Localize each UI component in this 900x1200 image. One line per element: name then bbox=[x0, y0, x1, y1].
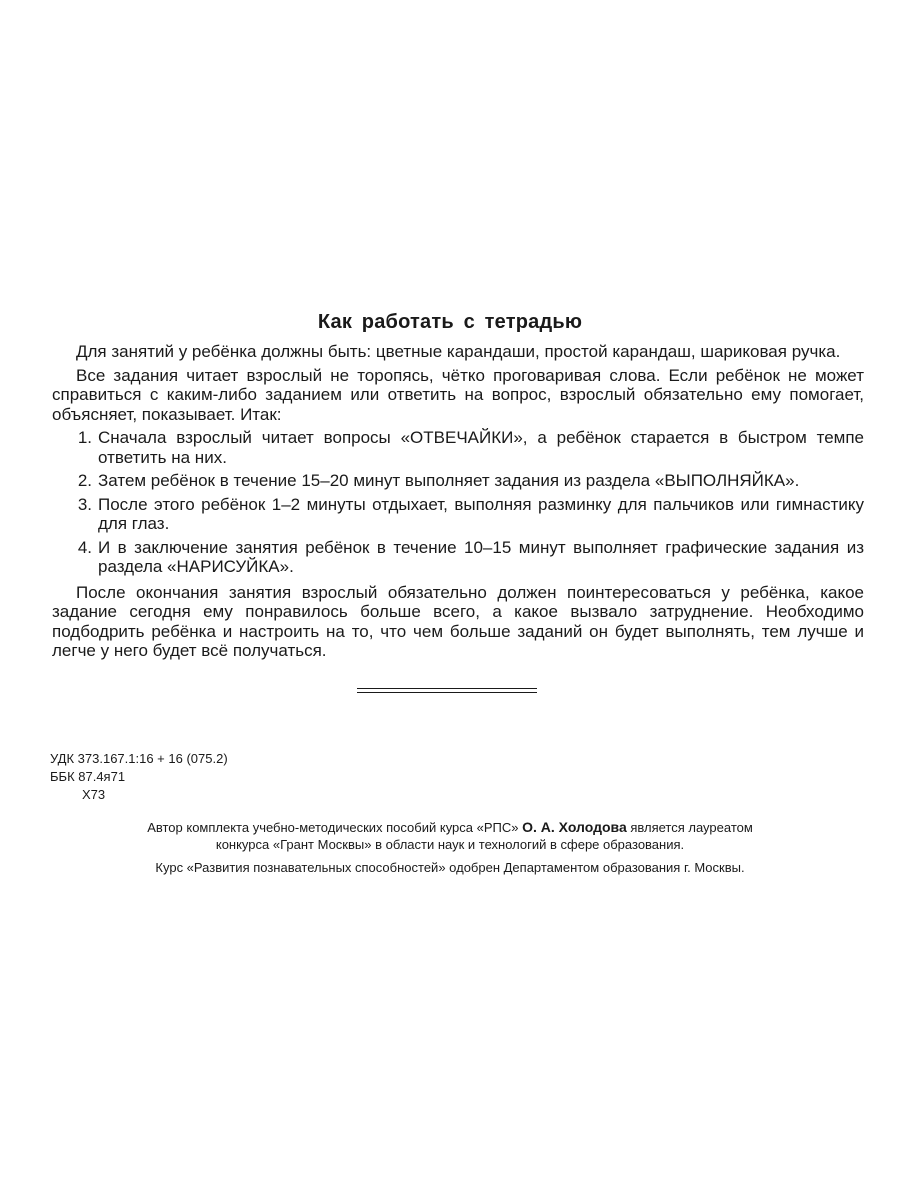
step-text: Сначала взрослый читает вопросы «ОТВЕЧАЙКИ», а ребёнок старается в быстром темпе ответить на них. bbox=[98, 428, 864, 467]
closing-paragraph: После окончания занятия взрослый обязательно должен поинтересоваться у ребёнка, какое задание сегодня ему понравилось больше всего, а какое вызвало затруднение. Необходимо подбодрить ребёнка и настроить на то, что чем больше заданий он будет выполнять, тем лучше и легче у него будет всё получаться. bbox=[52, 582, 864, 660]
step-number: 2. bbox=[77, 471, 92, 490]
step-text: После этого ребёнок 1–2 минуты отдыхает, выполняя разминку для пальчиков или гимнастику для глаз. bbox=[98, 494, 864, 533]
classification-codes bbox=[50, 750, 228, 804]
credits-line-1 bbox=[0, 819, 900, 836]
list-item bbox=[52, 471, 864, 491]
step-text: Затем ребёнок в течение 15–20 минут выполняет задания из раздела «ВЫПОЛНЯЙКА». bbox=[98, 471, 800, 490]
section-divider bbox=[357, 688, 537, 693]
credits-line-3: Курс «Развития познавательных способностей» одобрен Департаментом образования г. Москвы. bbox=[155, 860, 745, 875]
author-name: О. А. Холодова bbox=[522, 819, 627, 835]
page-title: Как работать с тетрадью bbox=[317, 311, 583, 333]
author-mark: Х73 bbox=[82, 787, 106, 802]
credits-block bbox=[0, 819, 900, 876]
bbk-code: ББК 87.4я71 bbox=[50, 769, 126, 784]
credits-suffix: является лауреатом bbox=[626, 820, 753, 835]
udk-code: УДК 373.167.1:16 + 16 (075.2) bbox=[50, 751, 228, 766]
list-item bbox=[52, 538, 864, 577]
instructions-body bbox=[52, 342, 864, 661]
list-item bbox=[52, 428, 864, 467]
step-text: И в заключение занятия ребёнок в течение 10–15 минут выполняет графические задания из раздела «НАРИСУЙКА». bbox=[98, 537, 864, 576]
list-item bbox=[52, 495, 864, 534]
intro-paragraph-supplies: Для занятий у ребёнка должны быть: цветные карандаши, простой карандаш, шариковая ручка. bbox=[76, 342, 841, 361]
credits-prefix: Автор комплекта учебно-методических пособий курса «РПС» bbox=[147, 820, 523, 835]
step-number: 4. bbox=[77, 537, 92, 557]
step-number: 1. bbox=[77, 428, 92, 447]
credits-line-2: конкурса «Грант Москвы» в области наук и технологий в сфере образования. bbox=[215, 837, 685, 852]
step-number: 3. bbox=[77, 494, 92, 514]
intro-paragraph-adult-reads: Все задания читает взрослый не торопясь, чётко проговаривая слова. Если ребёнок не может справиться с каким-либо заданием или ответить на вопрос, взрослый обязательно ему помогает, объясняет, показывает. Итак: bbox=[52, 365, 864, 424]
steps-list bbox=[52, 428, 864, 577]
